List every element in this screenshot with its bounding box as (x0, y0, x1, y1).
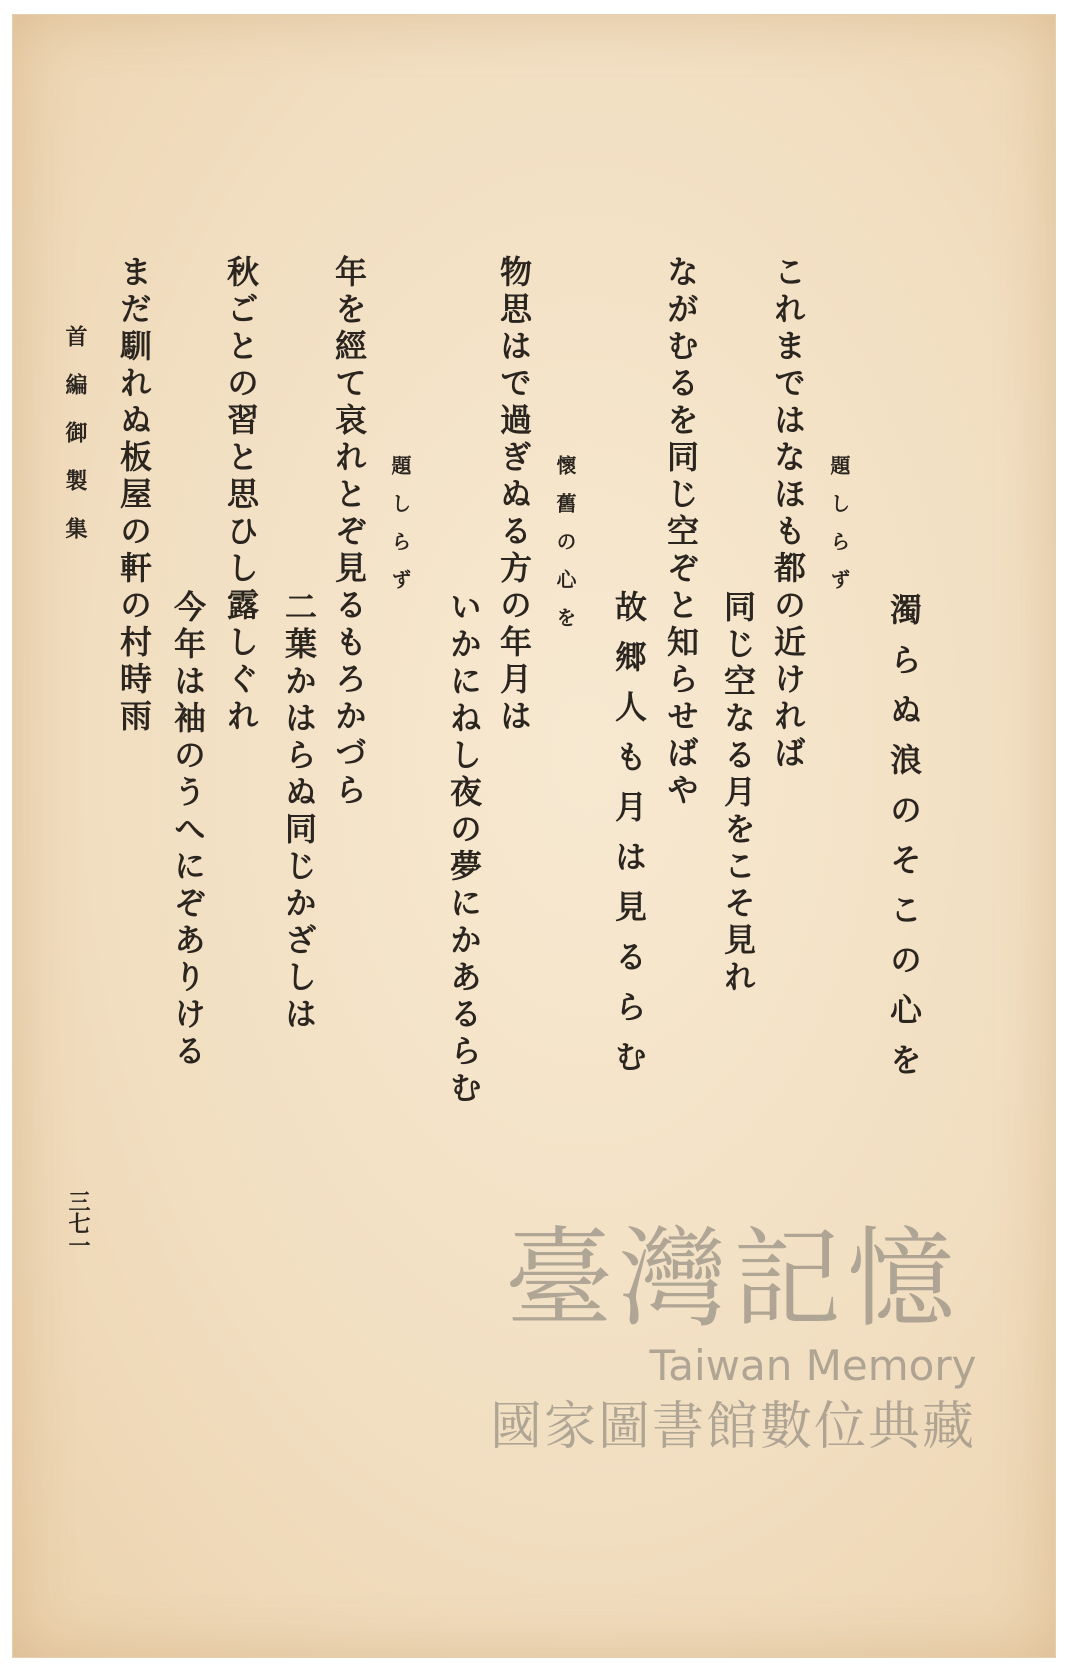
watermark-english: Taiwan Memory (649, 1341, 977, 1390)
running-footer: 首編御製集 (62, 325, 88, 565)
poem-line: ながむるを同じ空ぞと知らせばや (662, 255, 700, 810)
poem-line: いかにねし夜の夢にかあるらむ (445, 590, 483, 1108)
poem-heading: 題しらず (388, 455, 412, 607)
poem-heading: 懷舊の心を (553, 455, 577, 645)
watermark (453, 1217, 1013, 1550)
poem-line: まだ馴れぬ板屋の軒の村時雨 (115, 255, 153, 736)
poem-line: 故郷人も月は見るらむ (610, 590, 648, 1090)
poem-line: 濁らぬ浪のそこの心を (885, 593, 923, 1093)
poem-line: 物思はで過ぎぬる方の年月は (495, 255, 533, 736)
poem-line: 年を經て哀れとぞ見るもろかづら (330, 255, 368, 810)
watermark-brush-text: 臺灣記憶 (504, 1217, 961, 1342)
poem-line: 同じ空なる月をこそ見れ (719, 590, 757, 997)
poem-heading: 題しらず (827, 455, 851, 607)
poem-line: 今年は袖のうへにぞありける (169, 590, 207, 1071)
watermark-chinese: 國家圖書館數位典藏 (489, 1397, 976, 1457)
poem-line: 秋ごとの習と思ひし露しぐれ (222, 255, 260, 736)
scanned-page (12, 14, 1056, 1658)
poem-line: これまではなほも都の近ければ (769, 255, 807, 773)
page-number: 三七一 (65, 1190, 91, 1256)
poem-line: 二葉かはらぬ同じかざしは (280, 590, 318, 1034)
